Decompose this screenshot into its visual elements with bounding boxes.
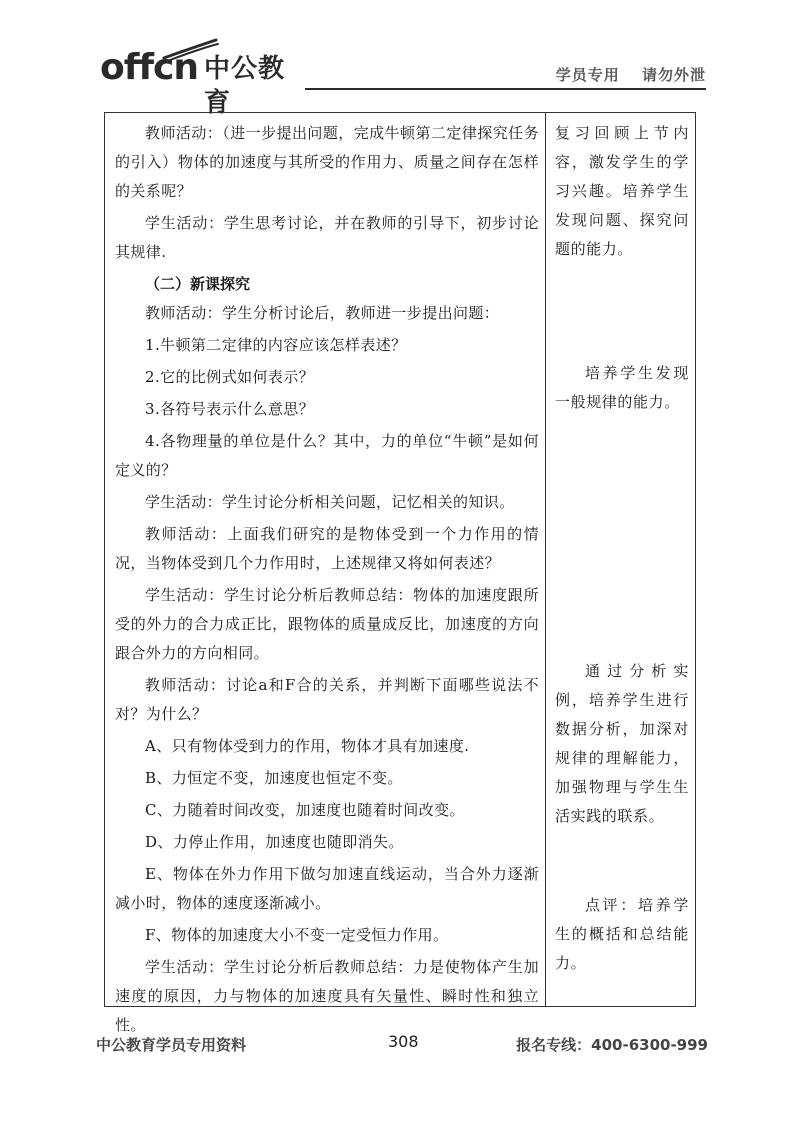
page-header	[100, 38, 706, 118]
student-activity-conclusion: 学生活动：学生讨论分析后教师总结：力是使物体产生加速度的原因，力与物体的加速度具有矢量性、瞬时性和独立性。	[115, 958, 539, 1034]
option-e: E、物体在外力作用下做匀加速直线运动，当合外力逐渐减小时，物体的速度逐渐减小。	[115, 865, 539, 912]
members-only-tag: 学员专用	[555, 66, 620, 84]
header-tags	[556, 64, 706, 85]
column-divider	[545, 113, 546, 1006]
option-d: D、力停止作用，加速度也随即消失。	[145, 833, 404, 851]
design-note-review: 复习回顾上节内容，激发学生的学习兴趣。培养学生发现问题、探究问题的能力。	[555, 124, 689, 258]
header-rule	[305, 88, 706, 90]
question-2: 2.它的比例式如何表示？	[145, 368, 315, 386]
footer-hotline: 报名专线：400-6300-999	[516, 1036, 708, 1054]
logo-latin-text: offcn	[100, 47, 199, 88]
student-activity-discussion: 学生活动：学生讨论分析相关问题，记忆相关的知识。	[145, 493, 515, 511]
student-activity-summary: 学生活动：学生讨论分析后教师总结：物体的加速度跟所受的外力的合力成正比，跟物体的质量成反比，加速度的方向跟合外力的方向相同。	[115, 586, 539, 662]
design-note-general-rule: 培养学生发现一般规律的能力。	[555, 364, 689, 411]
activity-column	[115, 119, 539, 1040]
option-b: B、力恒定不变，加速度也恒定不变。	[145, 769, 403, 787]
question-1: 1.牛顿第二定律的内容应该怎样表述？	[145, 336, 407, 354]
logo-chinese-text: 中公教育	[204, 54, 286, 118]
question-4: 4.各物理量的单位是什么？其中，力的单位“牛顿”是如何定义的？	[115, 432, 539, 479]
lesson-table	[104, 112, 696, 1034]
confidential-tag: 请勿外泄	[641, 66, 706, 84]
teacher-activity-multiple-forces: 教师活动：上面我们研究的是物体受到一个力作用的情况，当物体受到几个力作用时，上述规律又将如何表述？	[115, 525, 539, 572]
design-note-data-analysis: 通过分析实例，培养学生进行数据分析，加深对规律的理解能力，加强物理与学生生活实践的联系。	[555, 662, 689, 825]
teacher-activity-judgement: 教师活动：讨论a和F合的关系，并判断下面哪些说法不对？为什么？	[115, 676, 539, 723]
student-activity-intro: 学生活动：学生思考讨论，并在教师的引导下，初步讨论其规律.	[115, 214, 539, 261]
option-c: C、力随着时间改变，加速度也随着时间改变。	[145, 801, 465, 819]
teacher-activity-questions: 教师活动：学生分析讨论后，教师进一步提出问题：	[145, 304, 500, 322]
question-3: 3.各符号表示什么意思？	[145, 400, 315, 418]
option-a: A、只有物体受到力的作用，物体才具有加速度.	[145, 737, 470, 755]
teacher-activity-intro: 教师活动：（进一步提出问题，完成牛顿第二定律探究任务的引入）物体的加速度与其所受的作用力、质量之间存在怎样的关系呢？	[115, 124, 539, 200]
section-heading: （二）新课探究	[145, 275, 251, 293]
offcn-logo	[100, 38, 310, 118]
footer-source: 中公教育学员专用资料	[96, 1036, 247, 1054]
design-note-comment: 点评：培养学生的概括和总结能力。	[555, 896, 689, 972]
option-f: F、物体的加速度大小不变一定受恒力作用。	[145, 926, 449, 944]
page-footer	[96, 1030, 708, 1056]
page-number: 308	[388, 1032, 419, 1051]
